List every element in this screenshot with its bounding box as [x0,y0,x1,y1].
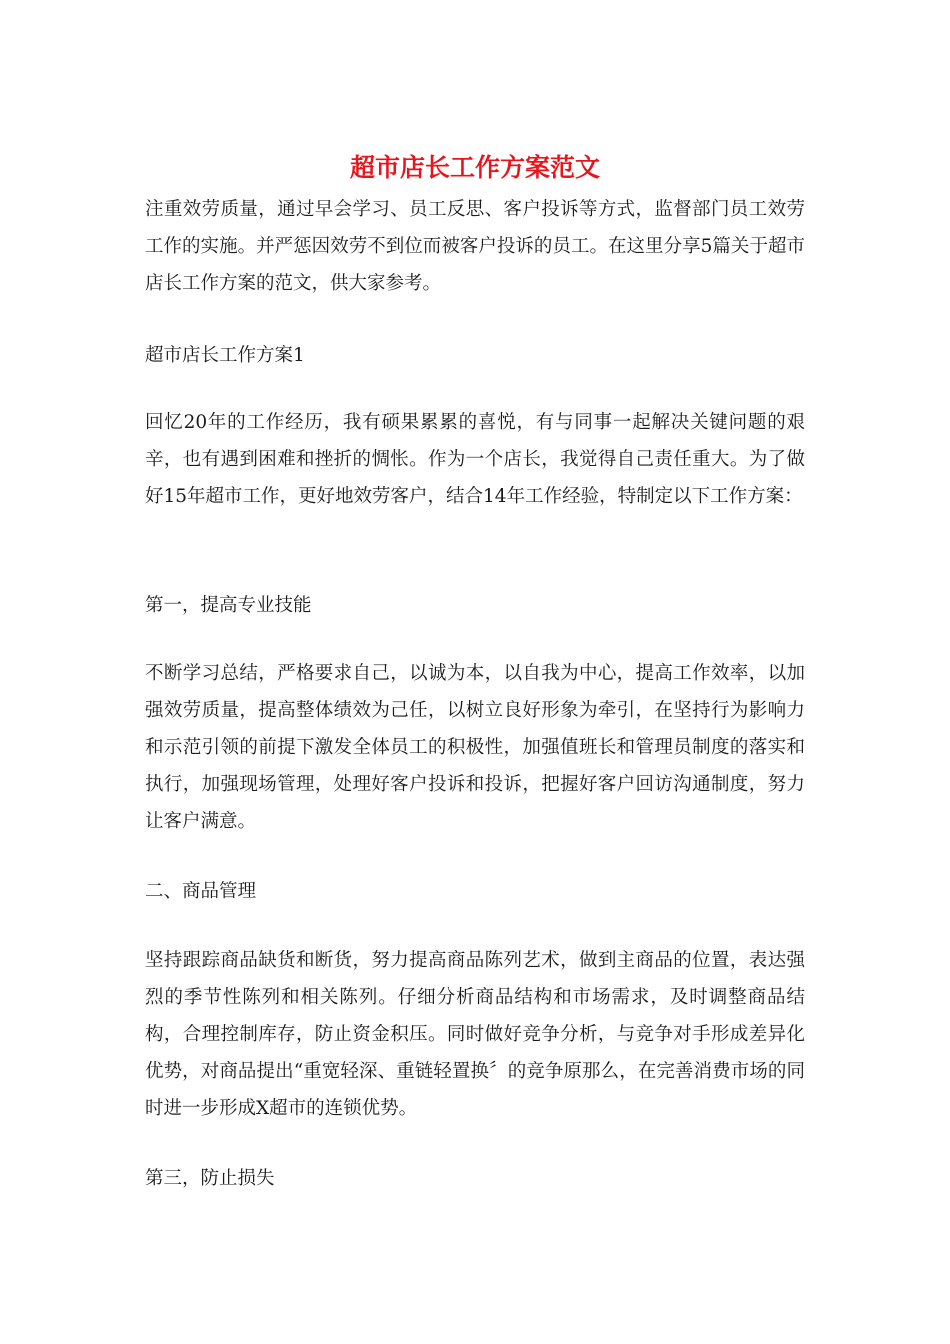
document-title: 超市店长工作方案范文 [349,153,600,182]
section-1-paragraph: 不断学习总结，严格要求自己，以诚为本，以自我为中心，提高工作效率，以加强效劳质量，提高整体绩效为己任，以树立良好形象为牵引，在坚持行为影响力和示范引领的前提下激发全体员工的积极性，加强值班长和管理员制度的落实和执行，加强现场管理，处理好客户投诉和投诉，把握好客户回访沟通制度，努力让客户满意。 [145,663,805,832]
section-2-heading: 二、商品管理 [145,881,257,902]
plan-1-heading: 超市店长工作方案1 [145,345,305,366]
section-3-heading: 第三，防止损失 [145,1168,275,1189]
review-paragraph: 回忆20年的工作经历，我有硕果累累的喜悦，有与同事一起解决关键问题的艰辛，也有遇到困难和挫折的惆怅。作为一个店长，我觉得自己责任重大。为了做好15年超市工作，更好地效劳客户，结合14年工作经验，特制定以下工作方案： [145,412,805,507]
section-1-heading: 第一，提高专业技能 [145,595,312,616]
intro-paragraph: 注重效劳质量，通过早会学习、员工反思、客户投诉等方式，监督部门员工效劳工作的实施。并严惩因效劳不到位而被客户投诉的员工。在这里分享5篇关于超市店长工作方案的范文，供大家参考。 [145,199,805,294]
section-2-paragraph: 坚持跟踪商品缺货和断货，努力提高商品陈列艺术，做到主商品的位置，表达强烈的季节性陈列和相关陈列。仔细分析商品结构和市场需求，及时调整商品结构，合理控制库存，防止资金积压。同时做好竞争分析，与竞争对手形成差异化优势，对商品提出“重宽轻深、重链轻置换〞的竞争原那么，在完善消费市场的同时进一步形成X超市的连锁优势。 [145,950,805,1119]
